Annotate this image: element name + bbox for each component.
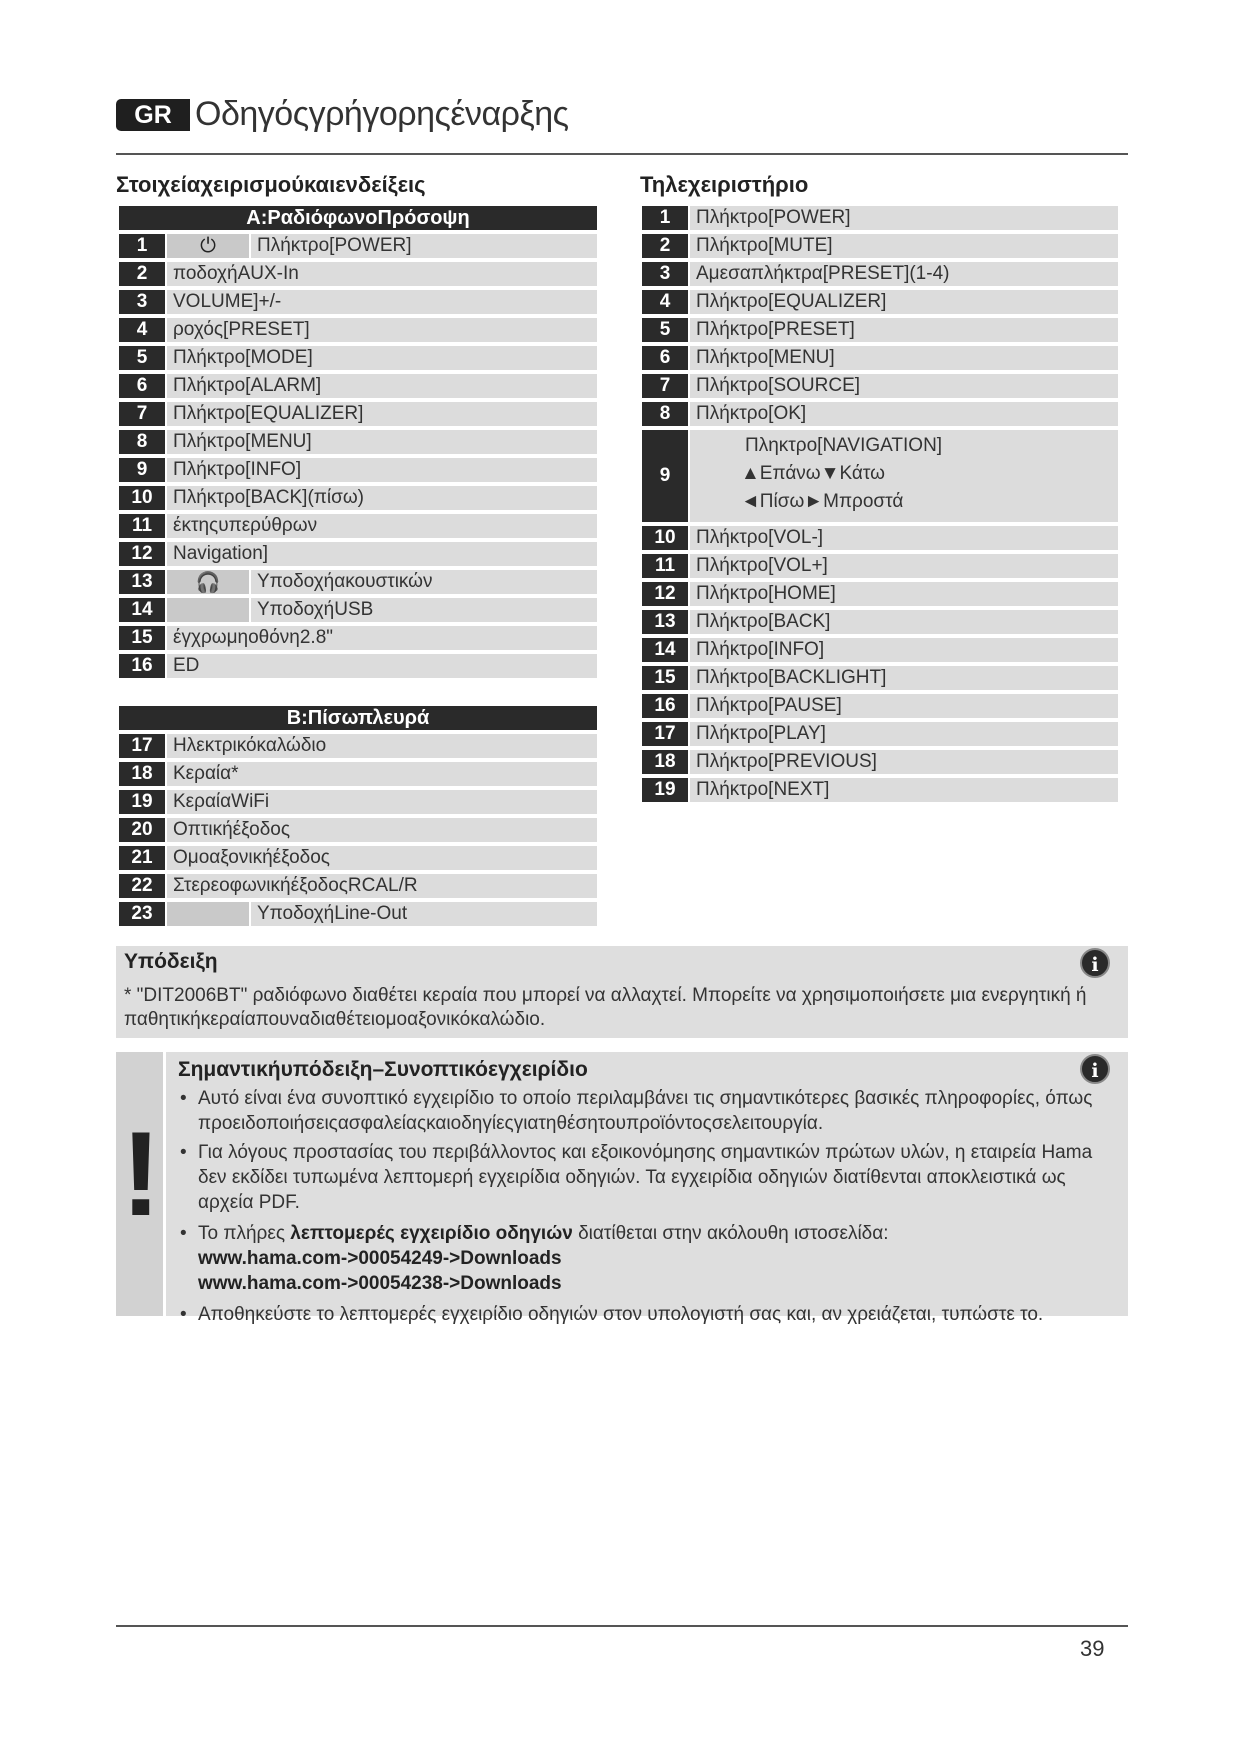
- page-header: [116, 95, 1128, 157]
- row-number: 19: [642, 778, 688, 802]
- table-row: [119, 790, 597, 814]
- row-number: 8: [119, 430, 165, 454]
- row-label: Πλήκτρο[MUTE]: [690, 234, 1118, 258]
- row-label: Πλήκτρο[PRESET]: [690, 318, 1118, 342]
- table-row: [119, 290, 597, 314]
- table-row: [119, 598, 597, 622]
- table-row: [642, 694, 1118, 718]
- table-row: [119, 318, 597, 342]
- table-row: [119, 402, 597, 426]
- table-row: [119, 734, 597, 758]
- table-row: [119, 346, 597, 370]
- row-number: 10: [119, 486, 165, 510]
- table-row: [119, 762, 597, 786]
- header-divider: [116, 153, 1128, 155]
- row-number: 22: [119, 874, 165, 898]
- row-label: Πλήκτρο[PREVIOUS]: [690, 750, 1118, 774]
- blank-icon: [167, 902, 249, 926]
- row-number: 16: [642, 694, 688, 718]
- row-number: 6: [642, 346, 688, 370]
- table-row: [119, 846, 597, 870]
- table-row: [642, 318, 1118, 342]
- row-number: 5: [119, 346, 165, 370]
- table-row: [119, 234, 597, 258]
- row-number: 3: [119, 290, 165, 314]
- row-label: Πλήκτρο[MODE]: [167, 346, 597, 370]
- nav-line: ▲Επάνω▼Κάτω: [741, 463, 885, 484]
- download-link[interactable]: www.hama.com->00054249->Downloads: [198, 1248, 562, 1269]
- remote-control-table: [642, 206, 1118, 806]
- item-text: Το πλήρες: [198, 1223, 291, 1244]
- row-number: 4: [642, 290, 688, 314]
- row-label: Πλήκτρο[INFO]: [167, 458, 597, 482]
- row-number: 2: [119, 262, 165, 286]
- row-number: 17: [119, 734, 165, 758]
- table-row: [642, 346, 1118, 370]
- row-label: Πλήκτρο[MENU]: [167, 430, 597, 454]
- row-number: 20: [119, 818, 165, 842]
- row-label: Navigation]: [167, 542, 597, 566]
- row-label: Ηλεκτρικόκαλώδιο: [167, 734, 597, 758]
- table-row: [119, 458, 597, 482]
- table-row: [642, 722, 1118, 746]
- table-row: [642, 430, 1118, 522]
- row-number: 7: [642, 374, 688, 398]
- row-label: έκτηςυπερύθρων: [167, 514, 597, 538]
- row-number: 1: [119, 234, 165, 258]
- table-row: [119, 374, 597, 398]
- table-row: [642, 234, 1118, 258]
- row-number: 18: [642, 750, 688, 774]
- row-number: 6: [119, 374, 165, 398]
- row-number: 11: [642, 554, 688, 578]
- row-label: Οπτικήέξοδος: [167, 818, 597, 842]
- back-panel-table: [119, 706, 597, 930]
- row-number: 14: [642, 638, 688, 662]
- footer-divider: [116, 1625, 1128, 1627]
- front-panel-heading: A:ΡαδιόφωνοΠρόσοψη: [119, 206, 597, 230]
- row-number: 18: [119, 762, 165, 786]
- table-row: [119, 514, 597, 538]
- row-number: 21: [119, 846, 165, 870]
- row-number: 9: [119, 458, 165, 482]
- exclamation-icon: !: [121, 1107, 161, 1241]
- important-list: [178, 1086, 1118, 1331]
- table-row: [119, 654, 597, 678]
- back-panel-heading: B:Πίσωπλευρά: [119, 706, 597, 730]
- row-label: Πλήκτρο[PAUSE]: [690, 694, 1118, 718]
- row-label: ΚεραίαWiFi: [167, 790, 597, 814]
- table-row: [119, 818, 597, 842]
- row-label: Υποδοχήακουστικών: [251, 570, 597, 594]
- page-number: 39: [1080, 1636, 1105, 1661]
- row-number: 7: [119, 402, 165, 426]
- row-number: 17: [642, 722, 688, 746]
- row-label: Πλήκτρο[BACK](πίσω): [167, 486, 597, 510]
- row-number: 16: [119, 654, 165, 678]
- important-title: Σημαντικήυπόδειξη–Συνοπτικόεγχειρίδιο: [178, 1058, 588, 1081]
- table-row: [119, 570, 597, 594]
- row-label: ΥποδοχήLine-Out: [251, 902, 597, 926]
- navigation-description: [690, 430, 1118, 522]
- download-link[interactable]: www.hama.com->00054238->Downloads: [198, 1273, 562, 1294]
- row-label: ΣτερεοφωνικήέξοδοςRCAL/R: [167, 874, 597, 898]
- table-row: [642, 750, 1118, 774]
- row-number: 13: [119, 570, 165, 594]
- row-number: 5: [642, 318, 688, 342]
- row-number: 8: [642, 402, 688, 426]
- row-label: Πλήκτρο[VOL+]: [690, 554, 1118, 578]
- row-label: έγχρωμηοθόνη2.8": [167, 626, 597, 650]
- table-row: [642, 554, 1118, 578]
- note-text: * "DIT2006BT" ραδιόφωνο διαθέτει κεραία που μπορεί να αλλαχτεί. Μπορείτε να χρησιμοποιήσετε μια ενεργητική ή παθητικήκεραίαπουναδιαθέτειομοαξονικόκαλώδιο.: [124, 985, 1087, 1030]
- row-label: ED: [167, 654, 597, 678]
- note-box: [116, 946, 1128, 1038]
- row-label: Πλήκτρο[INFO]: [690, 638, 1118, 662]
- row-number: 19: [119, 790, 165, 814]
- table-row: [119, 542, 597, 566]
- table-row: [642, 778, 1118, 802]
- list-item: • Για λόγους προστασίας του περιβάλλοντος και εξοικονόμησης σημαντικών πρώτων υλών, η εταιρεία Hama δεν εκδίδει τυπωμένα λεπτομερή εγχειρίδια οδηγιών. Τα εγχειρίδια οδηγιών διατίθενται αποκλειστικά ως αρχεία PDF.: [178, 1140, 1118, 1215]
- row-label: Πλήκτρο[PLAY]: [690, 722, 1118, 746]
- row-label: Ομοαξονικήέξοδος: [167, 846, 597, 870]
- row-label: Πλήκτρο[VOL-]: [690, 526, 1118, 550]
- headphones-icon: 🎧: [167, 570, 249, 594]
- list-item: • Αποθηκεύστε το λεπτομερές εγχειρίδιο οδηγιών στον υπολογιστή σας και, αν χρειάζεται, τυπώστε το.: [178, 1302, 1118, 1327]
- table-row: [642, 582, 1118, 606]
- table-row: [642, 374, 1118, 398]
- row-label: ΥποδοχήUSB: [251, 598, 597, 622]
- table-row: [642, 610, 1118, 634]
- row-number: 4: [119, 318, 165, 342]
- row-label: Πλήκτρο[OK]: [690, 402, 1118, 426]
- row-number: 10: [642, 526, 688, 550]
- row-label: VOLUME]+/-: [167, 290, 597, 314]
- table-row: [642, 666, 1118, 690]
- row-label: Πλήκτρο[EQUALIZER]: [690, 290, 1118, 314]
- controls-section-title: Στοιχείαχειρισμούκαιενδείξεις: [116, 172, 426, 197]
- table-row: [642, 402, 1118, 426]
- row-label: Πλήκτρο[BACKLIGHT]: [690, 666, 1118, 690]
- row-number: 15: [119, 626, 165, 650]
- row-number: 12: [642, 582, 688, 606]
- table-row: [642, 290, 1118, 314]
- table-row: [119, 262, 597, 286]
- nav-line: Πληκτρο[NAVIGATION]: [745, 435, 943, 456]
- item-bold-text: λεπτομερές εγχειρίδιο οδηγιών: [290, 1223, 573, 1244]
- row-number: 9: [642, 430, 688, 522]
- row-label: Πλήκτρο[EQUALIZER]: [167, 402, 597, 426]
- note-title: Υπόδειξη: [124, 950, 218, 973]
- row-label: ποδοχήAUX-In: [167, 262, 597, 286]
- table-row: [642, 526, 1118, 550]
- row-label: Κεραία*: [167, 762, 597, 786]
- row-number: 2: [642, 234, 688, 258]
- row-label: Πλήκτρο[BACK]: [690, 610, 1118, 634]
- table-row: [119, 486, 597, 510]
- table-row: [642, 638, 1118, 662]
- blank-icon: [167, 598, 249, 622]
- row-number: 23: [119, 902, 165, 926]
- row-label: Πλήκτρο[ALARM]: [167, 374, 597, 398]
- item-text: διατίθεται στην ακόλουθη ιστοσελίδα:: [572, 1223, 889, 1244]
- power-icon: ⏻: [167, 234, 249, 258]
- table-row: [642, 262, 1118, 286]
- front-panel-table: [119, 206, 597, 682]
- nav-line: ◄Πίσω►Μπροστά: [741, 491, 904, 512]
- table-row: [642, 206, 1118, 230]
- document-title: Οδηγόςγρήγορηςέναρξης: [195, 95, 569, 133]
- row-number: 14: [119, 598, 165, 622]
- info-icon: i: [1080, 948, 1110, 978]
- row-number: 12: [119, 542, 165, 566]
- language-badge: GR: [116, 99, 190, 131]
- row-number: 11: [119, 514, 165, 538]
- row-label: Πλήκτρο[MENU]: [690, 346, 1118, 370]
- row-label: Πλήκτρο[HOME]: [690, 582, 1118, 606]
- row-label: Πλήκτρο[POWER]: [251, 234, 597, 258]
- table-row: [119, 626, 597, 650]
- row-label: Πλήκτρο[POWER]: [690, 206, 1118, 230]
- row-label: ροχός[PRESET]: [167, 318, 597, 342]
- important-notice-box: [116, 1052, 1128, 1325]
- row-label: Πλήκτρο[NEXT]: [690, 778, 1118, 802]
- list-item: • Αυτό είναι ένα συνοπτικό εγχειρίδιο το οποίο περιλαμβάνει τις σημαντικότερες βασικές πληροφορίες, όπως προειδοποιήσειςασφαλείαςκαιοδηγίεςγιατηθέσητουπροϊόντοςσελειτουργία.: [178, 1086, 1118, 1136]
- row-number: 15: [642, 666, 688, 690]
- list-item: [178, 1221, 1118, 1296]
- row-number: 1: [642, 206, 688, 230]
- row-number: 13: [642, 610, 688, 634]
- row-number: 3: [642, 262, 688, 286]
- row-label: Αμεσαπλήκτρα[PRESET](1-4): [690, 262, 1118, 286]
- warning-column: [116, 1052, 166, 1316]
- table-row: [119, 874, 597, 898]
- remote-section-title: Τηλεχειριστήριο: [640, 172, 809, 197]
- table-row: [119, 902, 597, 926]
- info-icon: i: [1080, 1054, 1110, 1084]
- table-row: [119, 430, 597, 454]
- row-label: Πλήκτρο[SOURCE]: [690, 374, 1118, 398]
